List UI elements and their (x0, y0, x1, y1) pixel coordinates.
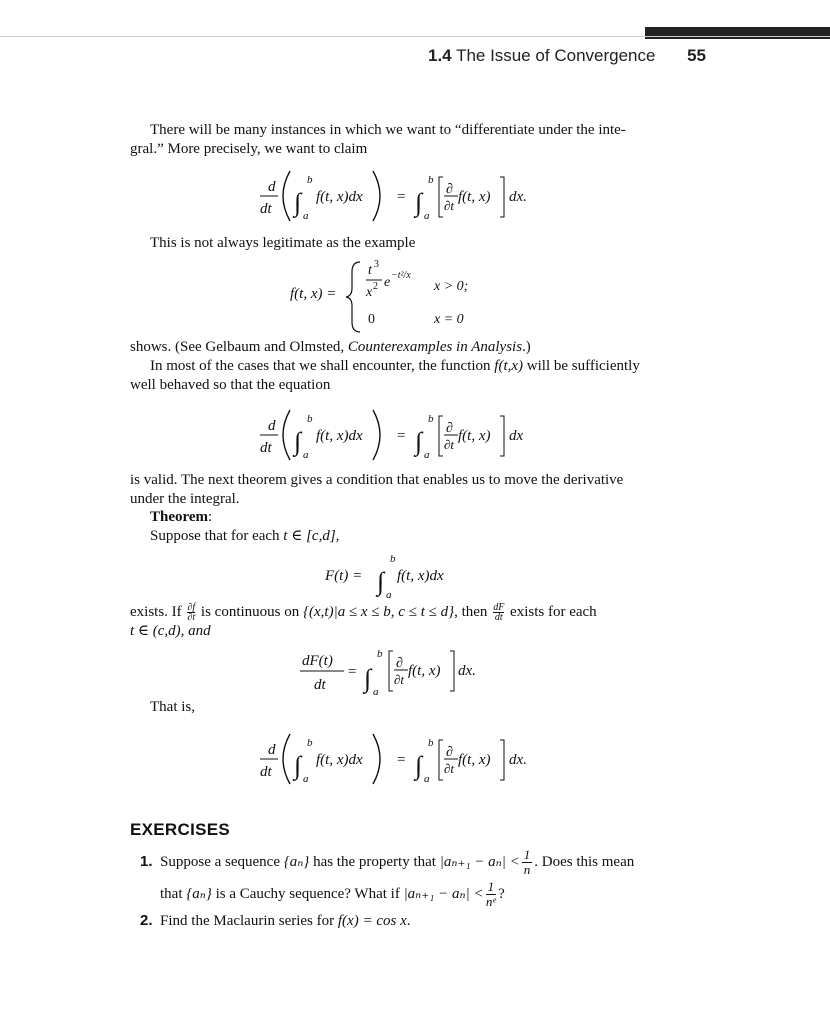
eq3-integral: ∫ (294, 751, 302, 780)
dF: dF (493, 602, 505, 614)
exists-line (130, 603, 597, 622)
Fdef-lower-a: a (386, 589, 392, 601)
eq3-upper-b: b (307, 737, 313, 749)
eq3-lower-a: a (303, 773, 309, 785)
ex1-line2-end: ? (498, 885, 505, 902)
valid-line-1: is valid. The next theorem gives a condition that enables us to move the derivative (130, 472, 624, 488)
exists-c: , then (454, 604, 492, 620)
exercises-heading: EXERCISES (130, 820, 231, 839)
ex1-seq-2: {aₙ} (186, 885, 212, 902)
exists-a: exists. If (130, 604, 186, 620)
para-function: f(t,x) (494, 358, 524, 374)
equation-F-definition (323, 550, 483, 602)
eq3-partial: ∂ (446, 745, 453, 760)
ex2-text-a: Find the Maclaurin series for (160, 913, 338, 929)
shows-post: .) (522, 339, 531, 355)
para-line-2: well behaved so that the equation (130, 377, 331, 393)
ex1-line2-a: that (160, 885, 187, 902)
ex1-seq: {aₙ} (283, 853, 310, 870)
intro-line-3: This is not always legitimate as the example (150, 235, 416, 251)
dFdt-den: dt (314, 677, 326, 693)
Fdef-integrand: f(t, x)dx (397, 568, 444, 584)
exists-b: is continuous on (197, 604, 303, 620)
exists-set: {(x,t)|a ≤ x ≤ b, c ≤ t ≤ d} (303, 604, 455, 620)
eq1-lower-a: a (303, 210, 309, 222)
that-is: That is, (150, 699, 195, 715)
ex1-frac2-num: 1 (487, 879, 495, 894)
piecewise-x-exp: 2 (373, 281, 378, 292)
exercise-2-number: 2. (140, 912, 153, 929)
eq3-rhs-upper-b: b (428, 737, 434, 749)
ex2-text-b: . (406, 913, 411, 929)
ex1-frac1-den: n (523, 862, 531, 877)
exists-d: exists for each (506, 604, 597, 620)
piecewise-e: e (384, 275, 391, 290)
eq1-partial-t: ∂t (444, 198, 455, 213)
eq2-dx: dx (509, 428, 524, 444)
exercise-1-number: 1. (140, 852, 153, 870)
eq2-integrand: f(t, x)dx (316, 428, 363, 444)
eq1-integrand: f(t, x)dx (316, 189, 363, 205)
suppose-math: t ∈ [c,d], (283, 528, 340, 544)
dt-small: dt (494, 612, 503, 624)
eq3-d: d (268, 742, 276, 758)
piecewise-case2-val: 0 (368, 312, 375, 327)
header-decoration-bar (645, 27, 830, 39)
eq3-integrand: f(t, x)dx (316, 752, 363, 768)
dFdt-integrand: f(t, x) (408, 663, 441, 679)
book-title: Counterexamples in Analysis (347, 339, 523, 355)
para-line-1-a: In most of the cases that we shall encounter, the function (150, 358, 495, 374)
eq1-partial: ∂ (446, 182, 453, 197)
ex1-frac2-den: nᵉ (485, 894, 496, 909)
piecewise-t-exp: 3 (374, 259, 379, 270)
partial-f: ∂f (187, 602, 196, 614)
eq3-rhs-integrand: f(t, x) (458, 752, 491, 768)
eq2-partial-t: ∂t (444, 437, 455, 452)
dFdt-upper-b: b (377, 648, 383, 660)
dF-over-dt (493, 603, 504, 622)
equation-conclusion (250, 726, 550, 792)
theorem-suppose (150, 527, 339, 546)
theorem-label (150, 508, 212, 527)
shows-pre: shows. (See Gelbaum and Olmsted, (130, 339, 348, 355)
equation-valid (250, 402, 550, 468)
running-header (420, 46, 710, 68)
partial-t: ∂t (187, 612, 196, 624)
dFdt-num: dF(t) (302, 653, 333, 669)
ex1-frac-1-over-n-e (486, 880, 497, 909)
header-rule (0, 36, 830, 37)
eq3-rhs-lower-a: a (424, 773, 430, 785)
equation-dF-dt (300, 643, 500, 699)
eq2-rhs-upper-b: b (428, 413, 434, 425)
partial-f-over-partial-t (187, 603, 195, 622)
intro-line-1: There will be many instances in which we want to “differentiate under the inte- (150, 122, 626, 138)
eq3-equals: = (397, 752, 406, 768)
piecewise-case2-cond: x = 0 (434, 312, 464, 327)
eq3-dx: dx. (509, 752, 527, 768)
eq1-rhs-integrand: f(t, x) (458, 189, 491, 205)
eq2-upper-b: b (307, 413, 313, 425)
eq1-upper-b: b (307, 174, 313, 186)
Fdef-upper-b: b (390, 553, 396, 565)
ex2-math: f(x) = cos x (337, 913, 407, 929)
theorem-label-text: Theorem (150, 509, 209, 525)
eq3-dt: dt (260, 764, 272, 780)
dFdt-partial: ∂ (396, 656, 403, 671)
eq1-integral-rhs: ∫ (415, 188, 423, 217)
section-title: The Issue of Convergence (456, 46, 656, 65)
ex1-text-c: . Does this mean (534, 853, 635, 870)
ex1-ineq-2: |aₙ₊₁ − aₙ| < (403, 885, 484, 902)
piecewise-e-exp: −t²/x (391, 270, 411, 281)
eq1-equals: = (397, 189, 406, 205)
eq1-dx: dx. (509, 189, 527, 205)
dFdt-partial-t: ∂t (394, 672, 405, 687)
ex1-text-a: Suppose a sequence (160, 853, 284, 870)
valid-line-2: under the integral. (130, 491, 240, 507)
eq2-dt: dt (260, 440, 272, 456)
eq1-d: d (268, 179, 276, 195)
suppose-text: Suppose that for each (150, 528, 284, 544)
dFdt-lower-a: a (373, 686, 379, 698)
para-line-1 (150, 357, 640, 376)
ex1-frac1-num: 1 (523, 847, 531, 862)
ex1-ineq: |aₙ₊₁ − aₙ| < (439, 853, 520, 870)
para-line-1-b: will be sufficiently (523, 358, 640, 374)
exercise-1-line-1 (140, 848, 634, 877)
piecewise-example (288, 256, 528, 336)
exercise-1-line-2 (160, 880, 505, 909)
Fdef-integral: ∫ (377, 567, 385, 596)
section-heading (428, 46, 655, 66)
ex1-text-b: has the property that (309, 853, 440, 870)
section-number: 1.4 (428, 46, 452, 65)
eq2-integral-rhs: ∫ (415, 427, 423, 456)
ex1-frac-1-over-n (522, 848, 533, 877)
ex1-line2-b: is a Cauchy sequence? What if (211, 885, 404, 902)
eq2-rhs-integrand: f(t, x) (458, 428, 491, 444)
eq2-rhs-lower-a: a (424, 449, 430, 461)
dFdt-equals: = (348, 664, 357, 680)
dFdt-integral: ∫ (364, 664, 372, 693)
eq2-lower-a: a (303, 449, 309, 461)
eq3-integral-rhs: ∫ (415, 751, 423, 780)
theorem-label-colon: : (208, 509, 213, 525)
eq1-dt: dt (260, 201, 272, 217)
piecewise-x: x (366, 285, 373, 300)
intro-line-2: gral.” More precisely, we want to claim (130, 141, 368, 157)
eq2-partial: ∂ (446, 421, 453, 436)
eq1-rhs-upper-b: b (428, 174, 434, 186)
exercise-2 (140, 911, 410, 931)
eq2-d: d (268, 418, 276, 434)
shows-line (130, 338, 531, 357)
theorem-line-3: t ∈ (c,d), and (130, 623, 211, 639)
piecewise-t: t (368, 263, 372, 278)
dFdt-dx: dx. (458, 663, 476, 679)
eq1-integral: ∫ (294, 188, 302, 217)
equation-differentiate-under-integral (250, 163, 550, 229)
eq1-rhs-lower-a: a (424, 210, 430, 222)
page-number: 55 (687, 46, 706, 65)
Fdef-lhs: F(t) = (325, 568, 363, 584)
eq2-equals: = (397, 428, 406, 444)
piecewise-lhs: f(t, x) = (290, 286, 337, 302)
piecewise-case1-cond: x > 0; (434, 279, 469, 294)
eq3-partial-t: ∂t (444, 761, 455, 776)
eq2-integral: ∫ (294, 427, 302, 456)
